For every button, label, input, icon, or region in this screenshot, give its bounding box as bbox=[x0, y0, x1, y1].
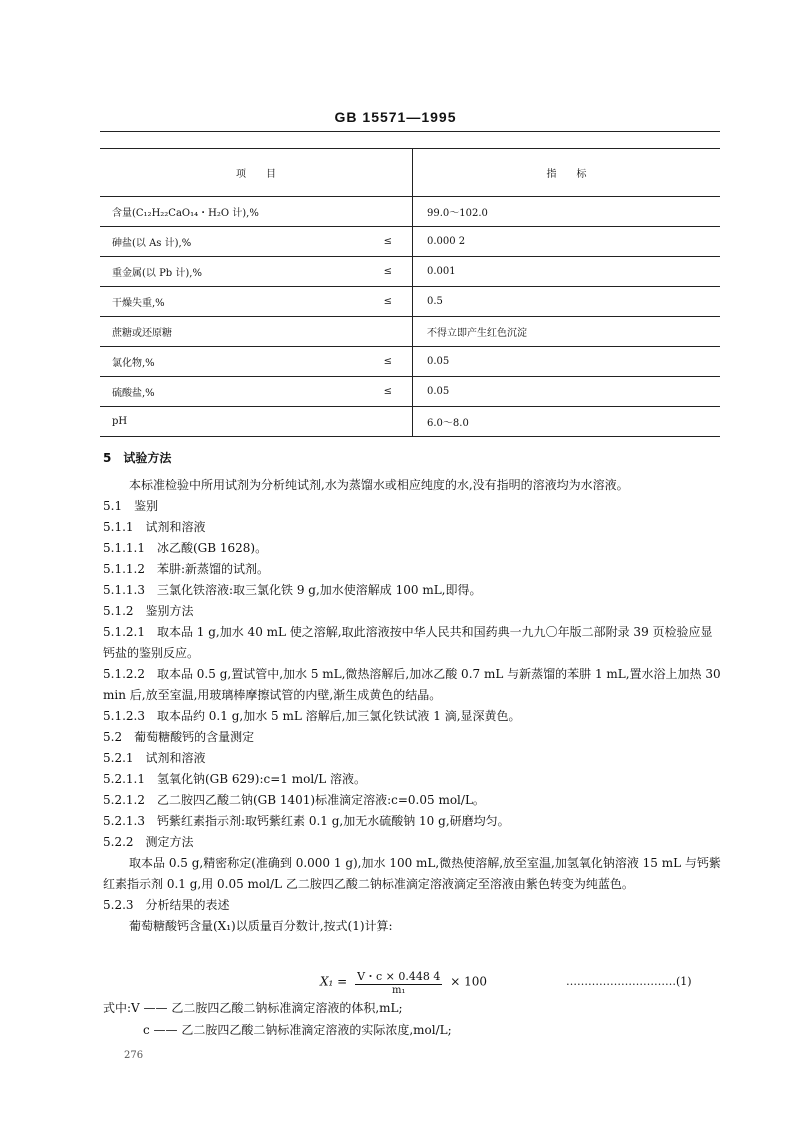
cell-item: 含量(C₁₂H₂₂CaO₁₄・H₂O 计),% bbox=[100, 197, 350, 227]
intro-paragraph: 本标准检验中所用试剂为分析纯试剂,水为蒸馏水或相应纯度的水,没有指明的溶液均为水溶液。 bbox=[129, 478, 629, 492]
where-line-2: c —— 乙二胺四乙酸二钠标准滴定溶液的实际浓度,mol/L; bbox=[143, 1023, 452, 1037]
table-row bbox=[100, 227, 720, 257]
cell-value: 0.05 bbox=[413, 377, 721, 407]
cell-item: 砷盐(以 As 计),% bbox=[100, 227, 350, 257]
formula-denominator: m₁ bbox=[391, 985, 406, 996]
cell-item: 氯化物,% bbox=[100, 347, 350, 377]
heading-5-1-1: 5.1.1 试剂和溶液 bbox=[103, 520, 206, 534]
standard-number-header: GB 15571—1995 bbox=[334, 109, 457, 125]
result-paragraph: 葡萄糖酸钙含量(X₁)以质量百分数计,按式(1)计算: bbox=[129, 919, 393, 933]
page-number: 276 bbox=[124, 1050, 144, 1061]
cell-sign: ≤ bbox=[350, 287, 413, 317]
where-line-1: 式中:V —— 乙二胺四乙酸二钠标准滴定溶液的体积,mL; bbox=[103, 1001, 403, 1015]
method-paragraph: 取本品 0.5 g,精密称定(准确到 0.000 1 g),加水 100 mL,微热使溶解,放至室温,加氢氧化钠溶液 15 mL 与钙紫红素指示剂 0.1 g,用 0.05 mol/L 乙二胺四乙酸二钠标准滴定溶液滴定至溶液由紫色转变为纯蓝色。 bbox=[103, 856, 721, 891]
document-body bbox=[103, 448, 723, 937]
cell-sign: ≤ bbox=[350, 227, 413, 257]
item-5-2-1-1: 5.2.1.1 氢氧化钠(GB 629):c=1 mol/L 溶液。 bbox=[103, 772, 367, 786]
item-5-1-1-1: 5.1.1.1 冰乙酸(GB 1628)。 bbox=[103, 541, 268, 555]
spec-table bbox=[100, 148, 720, 437]
table-row bbox=[100, 407, 720, 437]
item-5-2-1-2: 5.2.1.2 乙二胺四乙酸二钠(GB 1401)标准滴定溶液:c=0.05 mol/L。 bbox=[103, 793, 485, 807]
cell-sign bbox=[350, 317, 413, 347]
table-row bbox=[100, 377, 720, 407]
item-5-1-2-2: 5.1.2.2 取本品 0.5 g,置试管中,加水 5 mL,微热溶解后,加冰乙酸 0.7 mL 与新蒸馏的苯肼 1 mL,置水浴上加热 30 min 后,放至室温,用玻璃棒摩擦试管的内壁,渐生成黄色的结晶。 bbox=[103, 667, 721, 702]
cell-value: 6.0～8.0 bbox=[413, 407, 721, 437]
formula-rhs: × 100 bbox=[450, 974, 487, 989]
cell-item: pH bbox=[100, 407, 350, 437]
table-header-row bbox=[100, 149, 720, 197]
formula-1 bbox=[320, 968, 487, 996]
table-row bbox=[100, 257, 720, 287]
cell-sign: ≤ bbox=[350, 347, 413, 377]
heading-5-1: 5.1 鉴别 bbox=[103, 499, 159, 513]
item-5-1-2-1: 5.1.2.1 取本品 1 g,加水 40 mL 使之溶解,取此溶液按中华人民共和国药典一九九〇年版二部附录 39 页检验应显钙盐的鉴别反应。 bbox=[103, 625, 713, 660]
cell-sign bbox=[350, 197, 413, 227]
table-row bbox=[100, 197, 720, 227]
cell-item: 重金属(以 Pb 计),% bbox=[100, 257, 350, 287]
cell-value: 0.001 bbox=[413, 257, 721, 287]
cell-value: 0.5 bbox=[413, 287, 721, 317]
item-5-1-2-3: 5.1.2.3 取本品约 0.1 g,加水 5 mL 溶解后,加三氯化铁试液 1 滴,显深黄色。 bbox=[103, 709, 521, 723]
header-rule bbox=[100, 131, 720, 132]
table-row bbox=[100, 317, 720, 347]
heading-5-2-2: 5.2.2 测定方法 bbox=[103, 835, 194, 849]
cell-item: 蔗糖或还原糖 bbox=[100, 317, 350, 347]
cell-value: 0.05 bbox=[413, 347, 721, 377]
cell-sign: ≤ bbox=[350, 377, 413, 407]
cell-item: 干燥失重,% bbox=[100, 287, 350, 317]
item-5-1-1-2: 5.1.1.2 苯肼:新蒸馏的试剂。 bbox=[103, 562, 270, 576]
formula-numerator: V・c × 0.448 4 bbox=[357, 970, 441, 983]
item-5-1-1-3: 5.1.1.3 三氯化铁溶液:取三氯化铁 9 g,加水使溶解成 100 mL,即得。 bbox=[103, 583, 482, 597]
section-heading-5: 5 试验方法 bbox=[103, 451, 172, 465]
cell-value: 不得立即产生红色沉淀 bbox=[413, 317, 721, 347]
cell-sign bbox=[350, 407, 413, 437]
cell-value: 0.000 2 bbox=[413, 227, 721, 257]
table-row bbox=[100, 287, 720, 317]
variable-definitions bbox=[103, 997, 452, 1041]
table-row bbox=[100, 347, 720, 377]
heading-5-2: 5.2 葡萄糖酸钙的含量测定 bbox=[103, 730, 255, 744]
formula-fraction bbox=[355, 968, 442, 996]
cell-sign: ≤ bbox=[350, 257, 413, 287]
col-header-value: 指 标 bbox=[413, 149, 721, 197]
formula-lhs: X₁ = bbox=[320, 974, 348, 989]
heading-5-2-3: 5.2.3 分析结果的表述 bbox=[103, 898, 230, 912]
cell-item: 硫酸盐,% bbox=[100, 377, 350, 407]
equation-number: …………………………(1) bbox=[566, 975, 692, 988]
heading-5-1-2: 5.1.2 鉴别方法 bbox=[103, 604, 194, 618]
col-header-item: 项 目 bbox=[100, 149, 413, 197]
cell-value: 99.0～102.0 bbox=[413, 197, 721, 227]
item-5-2-1-3: 5.2.1.3 钙紫红素指示剂:取钙紫红素 0.1 g,加无水硫酸钠 10 g,研磨均匀。 bbox=[103, 814, 510, 828]
heading-5-2-1: 5.2.1 试剂和溶液 bbox=[103, 751, 206, 765]
